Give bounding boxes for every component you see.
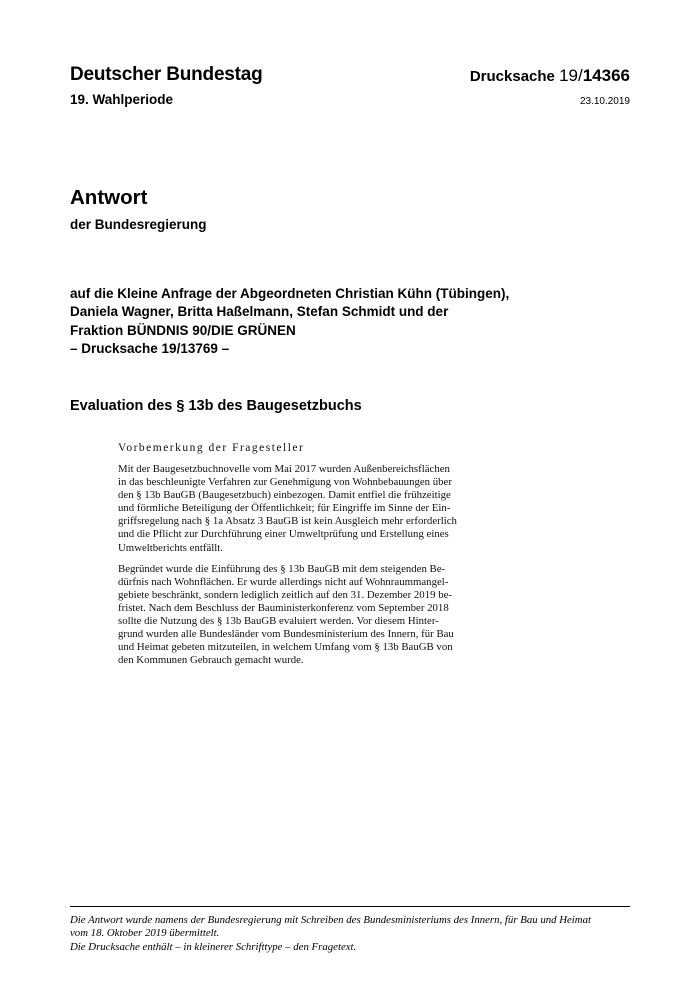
document-title: Antwort <box>70 186 148 209</box>
drucksache-label: Drucksache <box>469 68 555 85</box>
text-line: gebiete beschränkt, sondern lediglich zeitlich auf den 31. Dezember 2019 be- <box>118 588 452 601</box>
paragraph <box>118 563 473 668</box>
inquiry-line: auf die Kleine Anfrage der Abgeordneten Christian Kühn (Tübingen), <box>70 286 510 301</box>
inquiry-line: Fraktion BÜNDNIS 90/DIE GRÜNEN <box>70 322 296 338</box>
text-line: fristet. Nach dem Beschluss der Bauministerkonferenz vom September 2018 <box>118 601 449 614</box>
paragraph <box>118 463 473 555</box>
text-line: den § 13b BauGB (Baugesetzbuch) einbezogen. Damit entfiel die frühzeitige <box>118 489 451 502</box>
text-line: Begründet wurde die Einführung des § 13b BauGB mit dem steigenden Be- <box>118 562 446 575</box>
document-date: 23.10.2019 <box>579 96 630 107</box>
footer-divider <box>70 906 630 907</box>
parliament-name: Deutscher Bundestag <box>70 64 263 85</box>
text-line: griffsregelung nach § 1a Absatz 3 BauGB ist kein Ausgleich mehr erforderlich <box>118 515 457 528</box>
topic-heading: Evaluation des § 13b des Baugesetzbuchs <box>70 398 362 414</box>
text-line: dürfnis nach Wohnflächen. Er wurde allerdings nicht auf Wohnraummangel- <box>118 575 449 588</box>
footer-line: vom 18. Oktober 2019 übermittelt. <box>70 927 220 940</box>
inquiry-line: Daniela Wagner, Britta Haßelmann, Stefan Schmidt und der <box>70 304 449 320</box>
text-line: Mit der Baugesetzbuchnovelle vom Mai 2017 wurden Außenbereichsflächen <box>118 463 450 475</box>
preliminary-remarks <box>118 442 473 667</box>
text-line: sollte die Nutzung des § 13b BauGB evaluiert werden. Vor diesem Hinter- <box>118 615 439 628</box>
text-line: in das beschleunigte Verfahren zur Genehmigung von Wohnbebauungen über <box>118 476 452 489</box>
text-line: und förmliche Beteiligung der Öffentlichkeit; für Eingriffe im Sinne der Ein- <box>118 502 451 515</box>
text-line: Umweltberichts entfällt. <box>118 541 223 554</box>
inquiry-line: – Drucksache 19/13769 – <box>70 340 230 356</box>
drucksache-reference <box>470 66 630 86</box>
footer-line: Die Antwort wurde namens der Bundesregierung mit Schreiben des Bundesministeriums des Innern, für Bau und Heimat <box>70 914 591 926</box>
text-line: und Heimat gebeten mitzuteilen, in welchem Umfang vom § 13b BauGB von <box>118 641 453 654</box>
footer-line: Die Drucksache enthält – in kleinerer Schrifttype – den Fragetext. <box>70 940 357 953</box>
document-subtitle: der Bundesregierung <box>70 217 207 232</box>
preliminary-remarks-heading: Vorbemerkung der Fragesteller <box>118 442 305 454</box>
drucksache-number: 14366 <box>582 66 630 85</box>
text-line: den Kommunen Gebrauch gemacht wurde. <box>118 654 304 667</box>
electoral-period: 19. Wahlperiode <box>70 92 174 107</box>
text-line: grund wurden alle Bundesländer vom Bundesministerium des Innern, für Bau <box>118 628 454 641</box>
drucksache-prefix: 19/ <box>559 66 583 85</box>
footer-note <box>70 914 630 954</box>
inquiry-block <box>70 285 590 358</box>
text-line: und die Pflicht zur Durchführung einer Umweltprüfung und Erstellung eines <box>118 528 449 541</box>
